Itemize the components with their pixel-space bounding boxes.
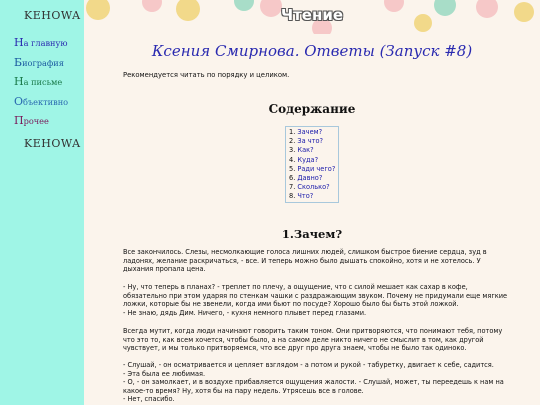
sidebar	[0, 0, 84, 405]
toc-item: 8. Что?	[289, 192, 314, 201]
nav-item-biography[interactable]: Биография	[14, 55, 64, 69]
toc-link[interactable]: Куда?	[297, 155, 319, 164]
header-title: Чтение	[280, 6, 344, 24]
nav-item-objectively[interactable]: Объективно	[14, 94, 69, 108]
toc-heading: Содержание	[268, 102, 356, 116]
story-paragraph: Всегда мутит, когда люди начинают говорить таким тоном. Они притворяются, что понимают тебя, потому что это то, как всем хочется, чтобы было, а на самом деле никто ничего не смыслит в том, как другой чувствует, и мы только притворяемся, что все друг про друга знаем, чтобы не было так одиноко.	[123, 327, 503, 353]
toc-link[interactable]: Что?	[297, 192, 314, 201]
toc-item: 6. Давно?	[289, 174, 323, 183]
site-logo-top[interactable]: KЕНОWA	[24, 9, 81, 22]
nav-item-other[interactable]: Прочее	[14, 114, 49, 127]
nav-item-writing[interactable]: На письме	[14, 75, 63, 88]
section-title: 1.Зачем?	[281, 227, 343, 241]
intro-text: Рекомендуется читать по порядку и целиком.	[123, 71, 290, 79]
toc-item: 7. Сколько?	[289, 183, 330, 192]
toc-link[interactable]: Ради чего?	[297, 164, 336, 173]
toc-item: 5. Ради чего?	[289, 164, 336, 173]
toc-item: 3. Как?	[289, 146, 314, 155]
toc-link[interactable]: Зачем?	[297, 128, 323, 136]
toc-link[interactable]: Сколько?	[297, 183, 330, 192]
story-paragraph: - Слушай, - он осматривается и цепляет взглядом - а потом и рукой - табуретку, двигает к себе, садится. - Эта была ее любимая. - О, - он замолкает, и в воздухе прибавляется ощущения жалости. - Слушай, может, ты переедешь к нам на какое-то время? Ну, хотя бы на пару недель. Утрясешь все в голове. - Нет, спасибо.	[123, 361, 504, 404]
toc-item: 4. Куда?	[289, 155, 319, 164]
nav-item-home[interactable]: На главную	[14, 36, 68, 49]
story-paragraph: Все закончилось. Слезы, несмолкающие голоса лишних людей, слишком быстрое биение сердца, зуд в ладонях, желание раскричаться, - все. И теперь можно было дышать спокойно, хотя и не хотелось. У дыхания пропала цена.	[123, 248, 487, 274]
toc-item: 2. За что?	[289, 137, 324, 146]
page-header	[84, 0, 540, 34]
page-title: Ксения Смирнова. Ответы (Запуск #8)	[151, 42, 473, 60]
site-logo-bottom[interactable]: KЕНОWA	[24, 137, 81, 150]
main-content	[84, 34, 540, 405]
story-paragraph: - Ну, что теперь в планах? - треплет по плечу, а ощущение, что с силой мешает как сахар в кофе, обязательно при этом ударяя по стенкам чашки с раздражающим звуком. Почему не придумали еще мягкие ложки, которые бы не звенели, когда ими бьют по посуде? Хорошо было бы быть этой ложкой. - Не знаю, дядь Дим. Ничего, - кухня немного плывет перед глазами.	[123, 283, 508, 317]
table-of-contents	[285, 126, 339, 203]
main-nav	[14, 37, 68, 135]
toc-item: 1. Зачем?	[289, 128, 323, 136]
toc-link[interactable]: За что?	[297, 137, 324, 146]
toc-link[interactable]: Как?	[297, 146, 314, 155]
toc-link[interactable]: Давно?	[297, 174, 323, 183]
